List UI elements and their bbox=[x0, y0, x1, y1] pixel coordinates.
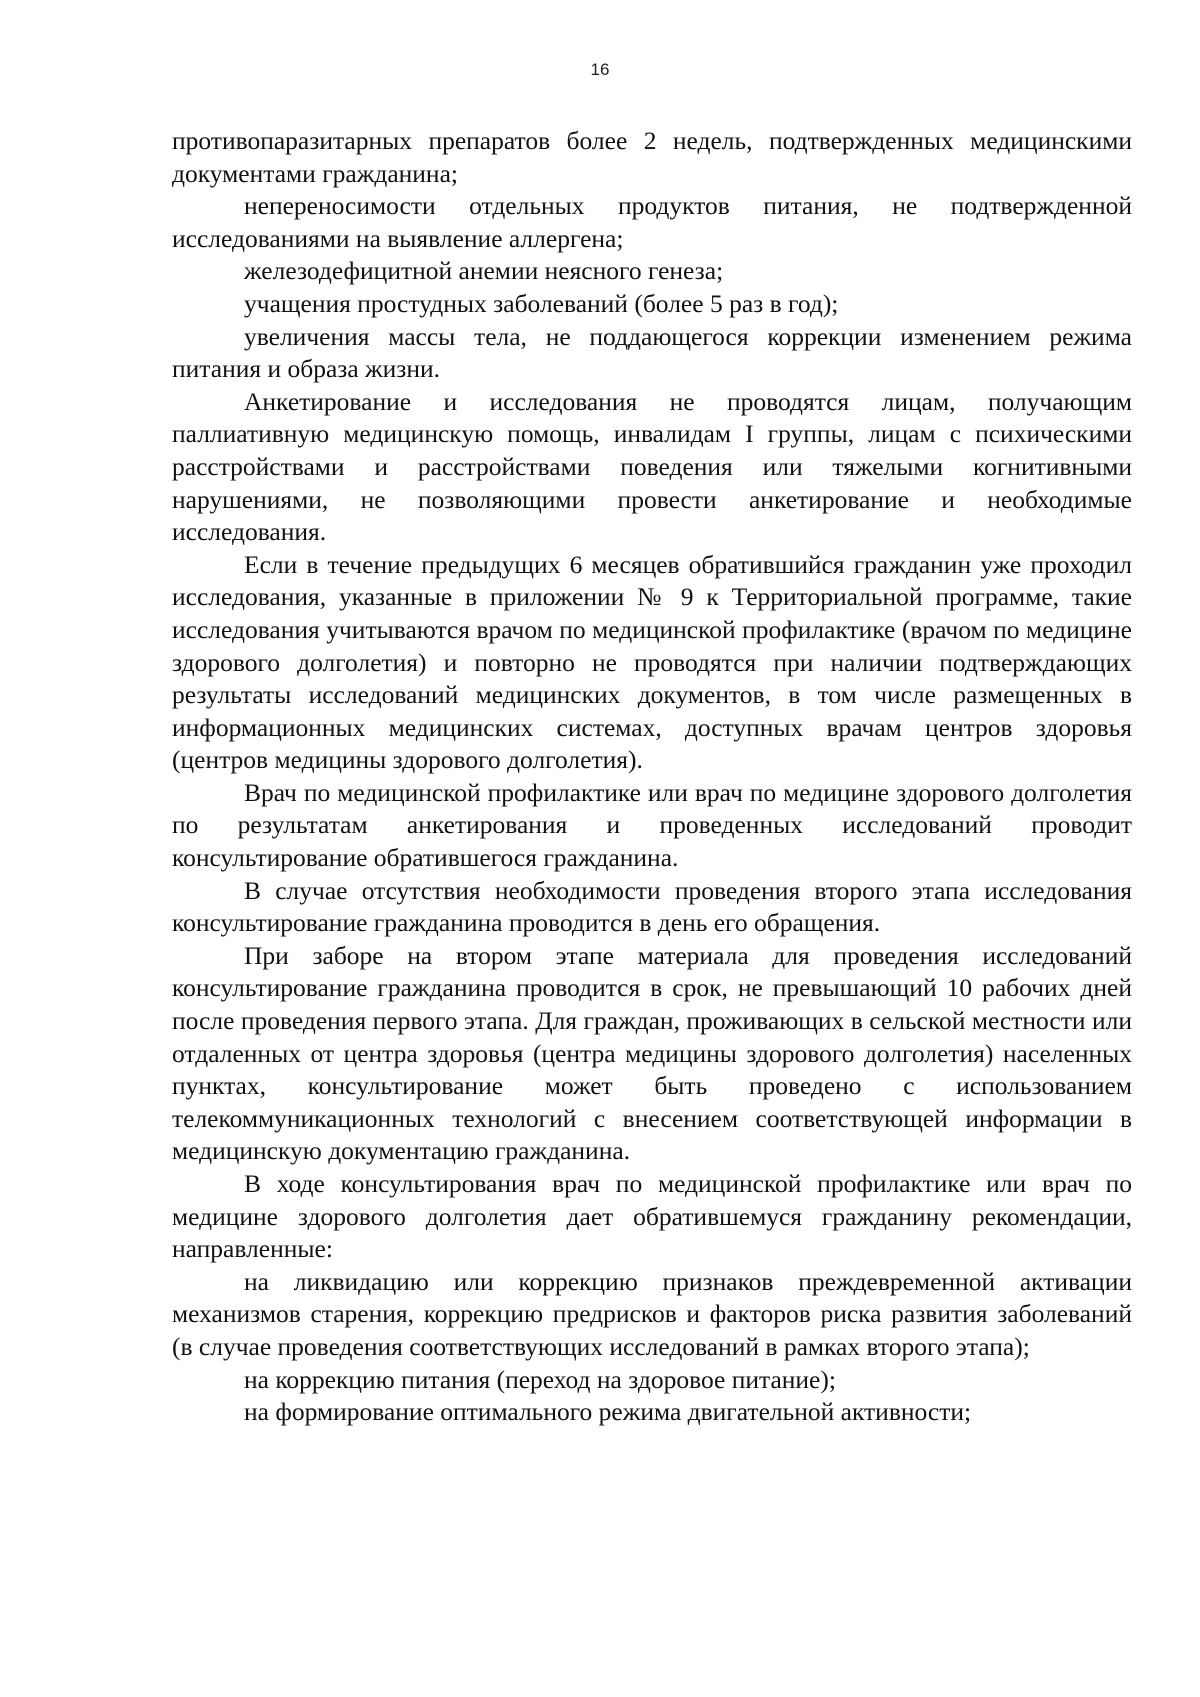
paragraph-5: увеличения массы тела, не поддающегося коррекции изменением режима питания и образа жизни. bbox=[172, 321, 1132, 384]
paragraph-9: В случае отсутствия необходимости проведения второго этапа исследования консультирование гражданина проводится в день его обращения. bbox=[172, 875, 1132, 938]
paragraph-1: противопаразитарных препаратов более 2 недель, подтвержденных медицинскими документами гражданина; bbox=[172, 126, 1132, 188]
paragraph-2: непереносимости отдельных продуктов питания, не подтвержденной исследованиями на выявление аллергена; bbox=[172, 191, 1132, 253]
paragraph-8: Врач по медицинской профилактике или врач по медицине здорового долголетия по результатам анкетирования и проведенных исследований проводит консультирование обратившегося гражданина. bbox=[172, 777, 1132, 873]
document-body bbox=[172, 125, 1132, 1429]
paragraph-10: При заборе на втором этапе материала для проведения исследований консультирование гражданина проводится в срок, не превышающий 10 рабочих дней после проведения первого этапа. Для граждан, проживающих в сельской местности или отдаленных от центра здоровья (центра медицины здорового долголетия) населенных пунктах, консультирование может быть проведено с использованием телекоммуникационных технологий с внесением соответствующей информации в медицинскую документацию гражданина. bbox=[172, 940, 1132, 1166]
page-number: 16 bbox=[590, 60, 610, 79]
paragraph-14: на формирование оптимального режима двигательной активности; bbox=[244, 1397, 972, 1427]
paragraph-6: Анкетирование и исследования не проводятся лицам, получающим паллиативную медицинскую помощь, инвалидам I группы, лицам с психическими расстройствами и расстройствами поведения или тяжелыми когнитивными нарушениями, не позволяющими провести анкетирование и необходимые исследования. bbox=[172, 386, 1132, 547]
paragraph-13: на коррекцию питания (переход на здоровое питание); bbox=[244, 1364, 836, 1394]
paragraph-11: В ходе консультирования врач по медицинской профилактике или врач по медицине здорового долголетия дает обратившемуся гражданину рекомендации, направленные: bbox=[172, 1169, 1132, 1264]
paragraph-12: на ликвидацию или коррекцию признаков преждевременной активации механизмов старения, коррекцию предрисков и факторов риска развития заболеваний (в случае проведения соответствующих исследований в рамках второго этапа); bbox=[172, 1266, 1132, 1361]
paragraph-4: учащения простудных заболеваний (более 5 раз в год); bbox=[244, 288, 839, 318]
paragraph-7: Если в течение предыдущих 6 месяцев обратившийся гражданин уже проходил исследования, указанные в приложении № 9 к Территориальной программе, такие исследования учитываются врачом по медицинской профилактике (врачом по медицине здорового долголетия) и повторно не проводятся при наличии подтверждающих результаты исследований медицинских документов, в том числе размещенных в информационных медицинских системах, доступных врачам центров здоровья (центров медицины здорового долголетия). bbox=[172, 549, 1132, 775]
paragraph-3: железодефицитной анемии неясного генеза; bbox=[244, 256, 724, 286]
